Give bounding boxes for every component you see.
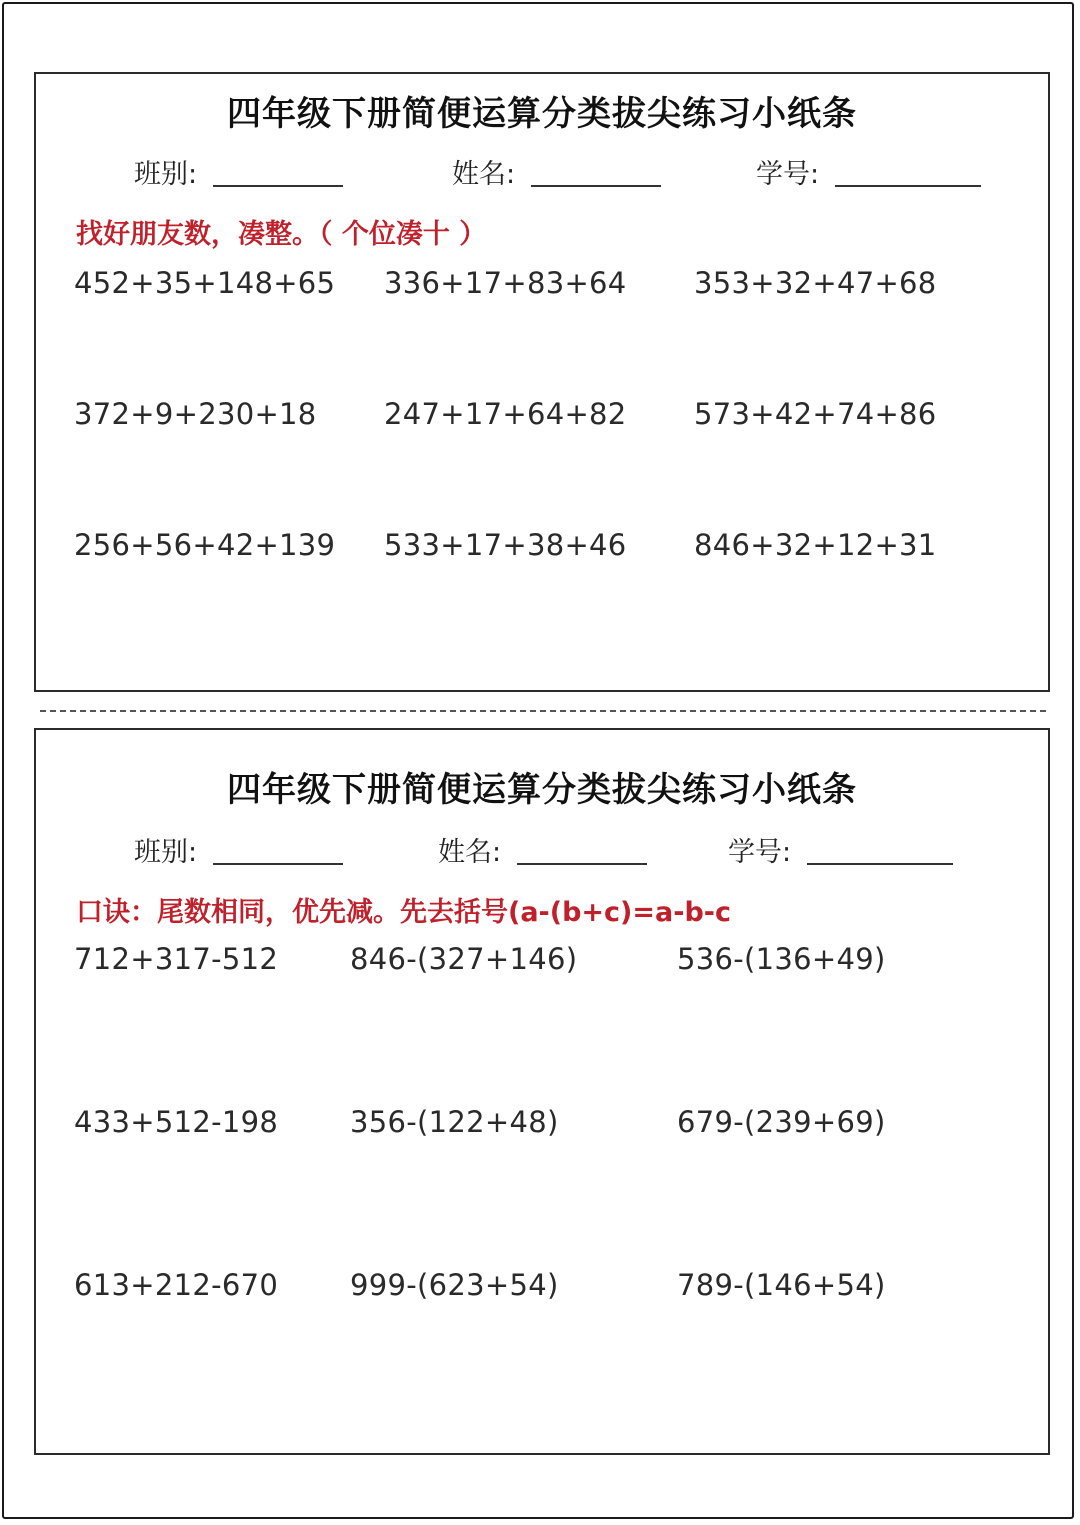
problem: 372+9+230+18 xyxy=(74,397,317,431)
student-number-field xyxy=(756,152,981,191)
class-blank[interactable] xyxy=(213,185,343,187)
instruction-text: 找好朋友数，凑整。（ 个位凑十 ） xyxy=(76,219,487,250)
class-label: 班别: xyxy=(134,837,198,868)
class-field xyxy=(134,152,343,191)
instruction-text: 口诀：尾数相同，优先减。先去括号(a-(b+c)=a-b-c xyxy=(76,897,731,928)
name-blank[interactable] xyxy=(531,185,661,187)
name-field xyxy=(452,152,661,191)
problem: 452+35+148+65 xyxy=(74,266,336,300)
problem: 789-(146+54) xyxy=(677,1268,886,1302)
problem: 536-(136+49) xyxy=(677,942,886,976)
worksheet-title: 四年级下册简便运算分类拔尖练习小纸条 xyxy=(227,770,857,810)
worksheet-strip-2 xyxy=(34,728,1050,1455)
problem: 712+317-512 xyxy=(74,942,279,976)
name-field xyxy=(438,830,647,869)
problem: 846+32+12+31 xyxy=(694,528,937,562)
worksheet-title: 四年级下册简便运算分类拔尖练习小纸条 xyxy=(227,94,857,134)
problem: 356-(122+48) xyxy=(350,1105,559,1139)
worksheet-strip-1 xyxy=(34,72,1050,692)
student-number-field xyxy=(728,830,953,869)
student-number-label: 学号: xyxy=(756,159,820,190)
problem: 336+17+83+64 xyxy=(384,266,627,300)
class-field xyxy=(134,830,343,869)
problem: 613+212-670 xyxy=(74,1268,279,1302)
problem: 573+42+74+86 xyxy=(694,397,937,431)
problem: 256+56+42+139 xyxy=(74,528,336,562)
student-number-blank[interactable] xyxy=(835,185,981,187)
name-blank[interactable] xyxy=(517,863,647,865)
problem: 846-(327+146) xyxy=(350,942,578,976)
name-label: 姓名: xyxy=(438,837,502,868)
problem: 433+512-198 xyxy=(74,1105,279,1139)
problem: 533+17+38+46 xyxy=(384,528,627,562)
class-label: 班别: xyxy=(134,159,198,190)
student-number-label: 学号: xyxy=(728,837,792,868)
student-number-blank[interactable] xyxy=(807,863,953,865)
problem: 999-(623+54) xyxy=(350,1268,559,1302)
name-label: 姓名: xyxy=(452,159,516,190)
cut-line xyxy=(40,710,1046,712)
problem: 247+17+64+82 xyxy=(384,397,627,431)
class-blank[interactable] xyxy=(213,863,343,865)
problem: 679-(239+69) xyxy=(677,1105,886,1139)
problem: 353+32+47+68 xyxy=(694,266,937,300)
